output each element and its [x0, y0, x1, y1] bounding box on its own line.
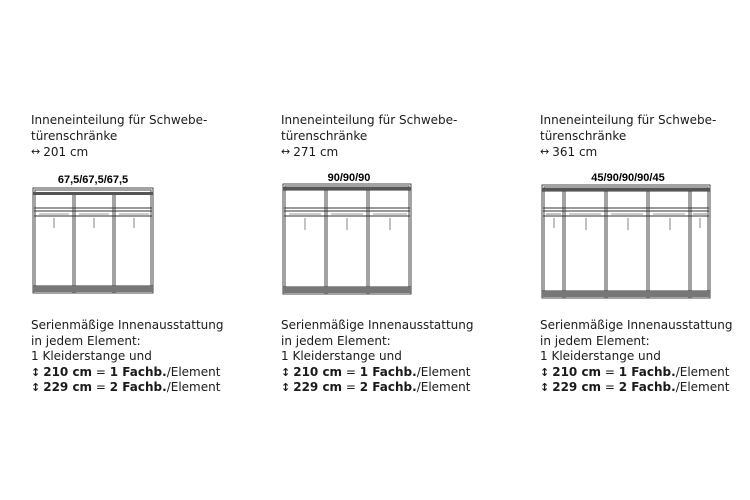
up-down-arrow-icon: ↕	[540, 365, 550, 379]
per-element: /Element	[166, 364, 221, 379]
intro-text	[281, 112, 457, 160]
left-right-arrow-icon: ↔	[281, 145, 291, 158]
details-line-1: Serienmäßige Innenausstattung	[540, 318, 733, 332]
height-value: 229 cm	[293, 380, 343, 394]
height-line-210	[281, 365, 474, 381]
height-line-229	[281, 380, 474, 396]
up-down-arrow-icon: ↕	[31, 381, 41, 394]
equals-sign: =	[342, 380, 360, 394]
up-down-arrow-icon: ↕	[281, 365, 291, 379]
width-value: 361 cm	[552, 145, 598, 159]
equals-sign: =	[92, 380, 110, 394]
equals-sign: =	[601, 364, 619, 379]
intro-text	[540, 112, 716, 160]
height-value: 229 cm	[43, 380, 93, 394]
wardrobe-diagram	[540, 168, 715, 303]
width-value: 201 cm	[43, 145, 89, 159]
details-line-1: Serienmäßige Innenausstattung	[31, 318, 224, 332]
shelf-count: 2 Fachb.	[618, 380, 676, 394]
width-value: 271 cm	[293, 145, 339, 159]
width-line	[281, 144, 457, 160]
height-line-210	[31, 365, 224, 381]
title-line-1: Inneneinteilung für Schwebe-	[31, 113, 208, 127]
details-line-3: 1 Kleiderstange und	[31, 349, 152, 363]
per-element: /Element	[416, 380, 471, 394]
details-line-1: Serienmäßige Innenausstattung	[281, 318, 474, 332]
height-value: 229 cm	[552, 380, 602, 394]
shelf-count: 2 Fachb.	[359, 380, 417, 394]
height-line-210	[540, 365, 733, 381]
details-text	[540, 318, 733, 396]
intro-text	[31, 112, 207, 160]
height-value: 210 cm	[43, 364, 93, 379]
per-element: /Element	[416, 364, 471, 379]
title-line-1: Inneneinteilung für Schwebe-	[281, 113, 458, 127]
up-down-arrow-icon: ↕	[31, 365, 41, 379]
details-line-3: 1 Kleiderstange und	[540, 349, 661, 363]
up-down-arrow-icon: ↕	[281, 381, 291, 394]
dimensions-label: 90/90/90	[327, 172, 371, 184]
details-text	[281, 318, 474, 396]
per-element: /Element	[675, 380, 730, 394]
height-value: 210 cm	[552, 364, 602, 379]
shelf-count: 1 Fachb.	[359, 364, 417, 379]
left-right-arrow-icon: ↔	[31, 145, 41, 158]
per-element: /Element	[675, 364, 730, 379]
per-element: /Element	[166, 380, 221, 394]
title-line-2: türenschränke	[31, 129, 118, 143]
shelf-count: 2 Fachb.	[109, 380, 167, 394]
title-line-1: Inneneinteilung für Schwebe-	[540, 113, 717, 127]
up-down-arrow-icon: ↕	[540, 381, 550, 394]
details-text	[31, 318, 224, 396]
details-line-2: in jedem Element:	[540, 333, 650, 348]
details-line-3: 1 Kleiderstange und	[281, 349, 402, 363]
wardrobe-diagram	[31, 168, 156, 298]
height-line-229	[540, 380, 733, 396]
shelf-count: 1 Fachb.	[109, 364, 167, 379]
dimensions-label: 45/90/90/90/45	[591, 172, 665, 184]
equals-sign: =	[92, 364, 110, 379]
equals-sign: =	[342, 364, 360, 379]
title-line-2: türenschränke	[281, 129, 368, 143]
details-line-2: in jedem Element:	[31, 333, 141, 348]
width-line	[540, 144, 716, 160]
equals-sign: =	[601, 380, 619, 394]
height-line-229	[31, 380, 224, 396]
height-value: 210 cm	[293, 364, 343, 379]
wardrobe-diagram	[281, 168, 416, 298]
details-line-2: in jedem Element:	[281, 333, 391, 348]
width-line	[31, 144, 207, 160]
shelf-count: 1 Fachb.	[618, 364, 676, 379]
title-line-2: türenschränke	[540, 129, 627, 143]
dimensions-label: 67,5/67,5/67,5	[57, 174, 129, 186]
left-right-arrow-icon: ↔	[540, 145, 550, 158]
